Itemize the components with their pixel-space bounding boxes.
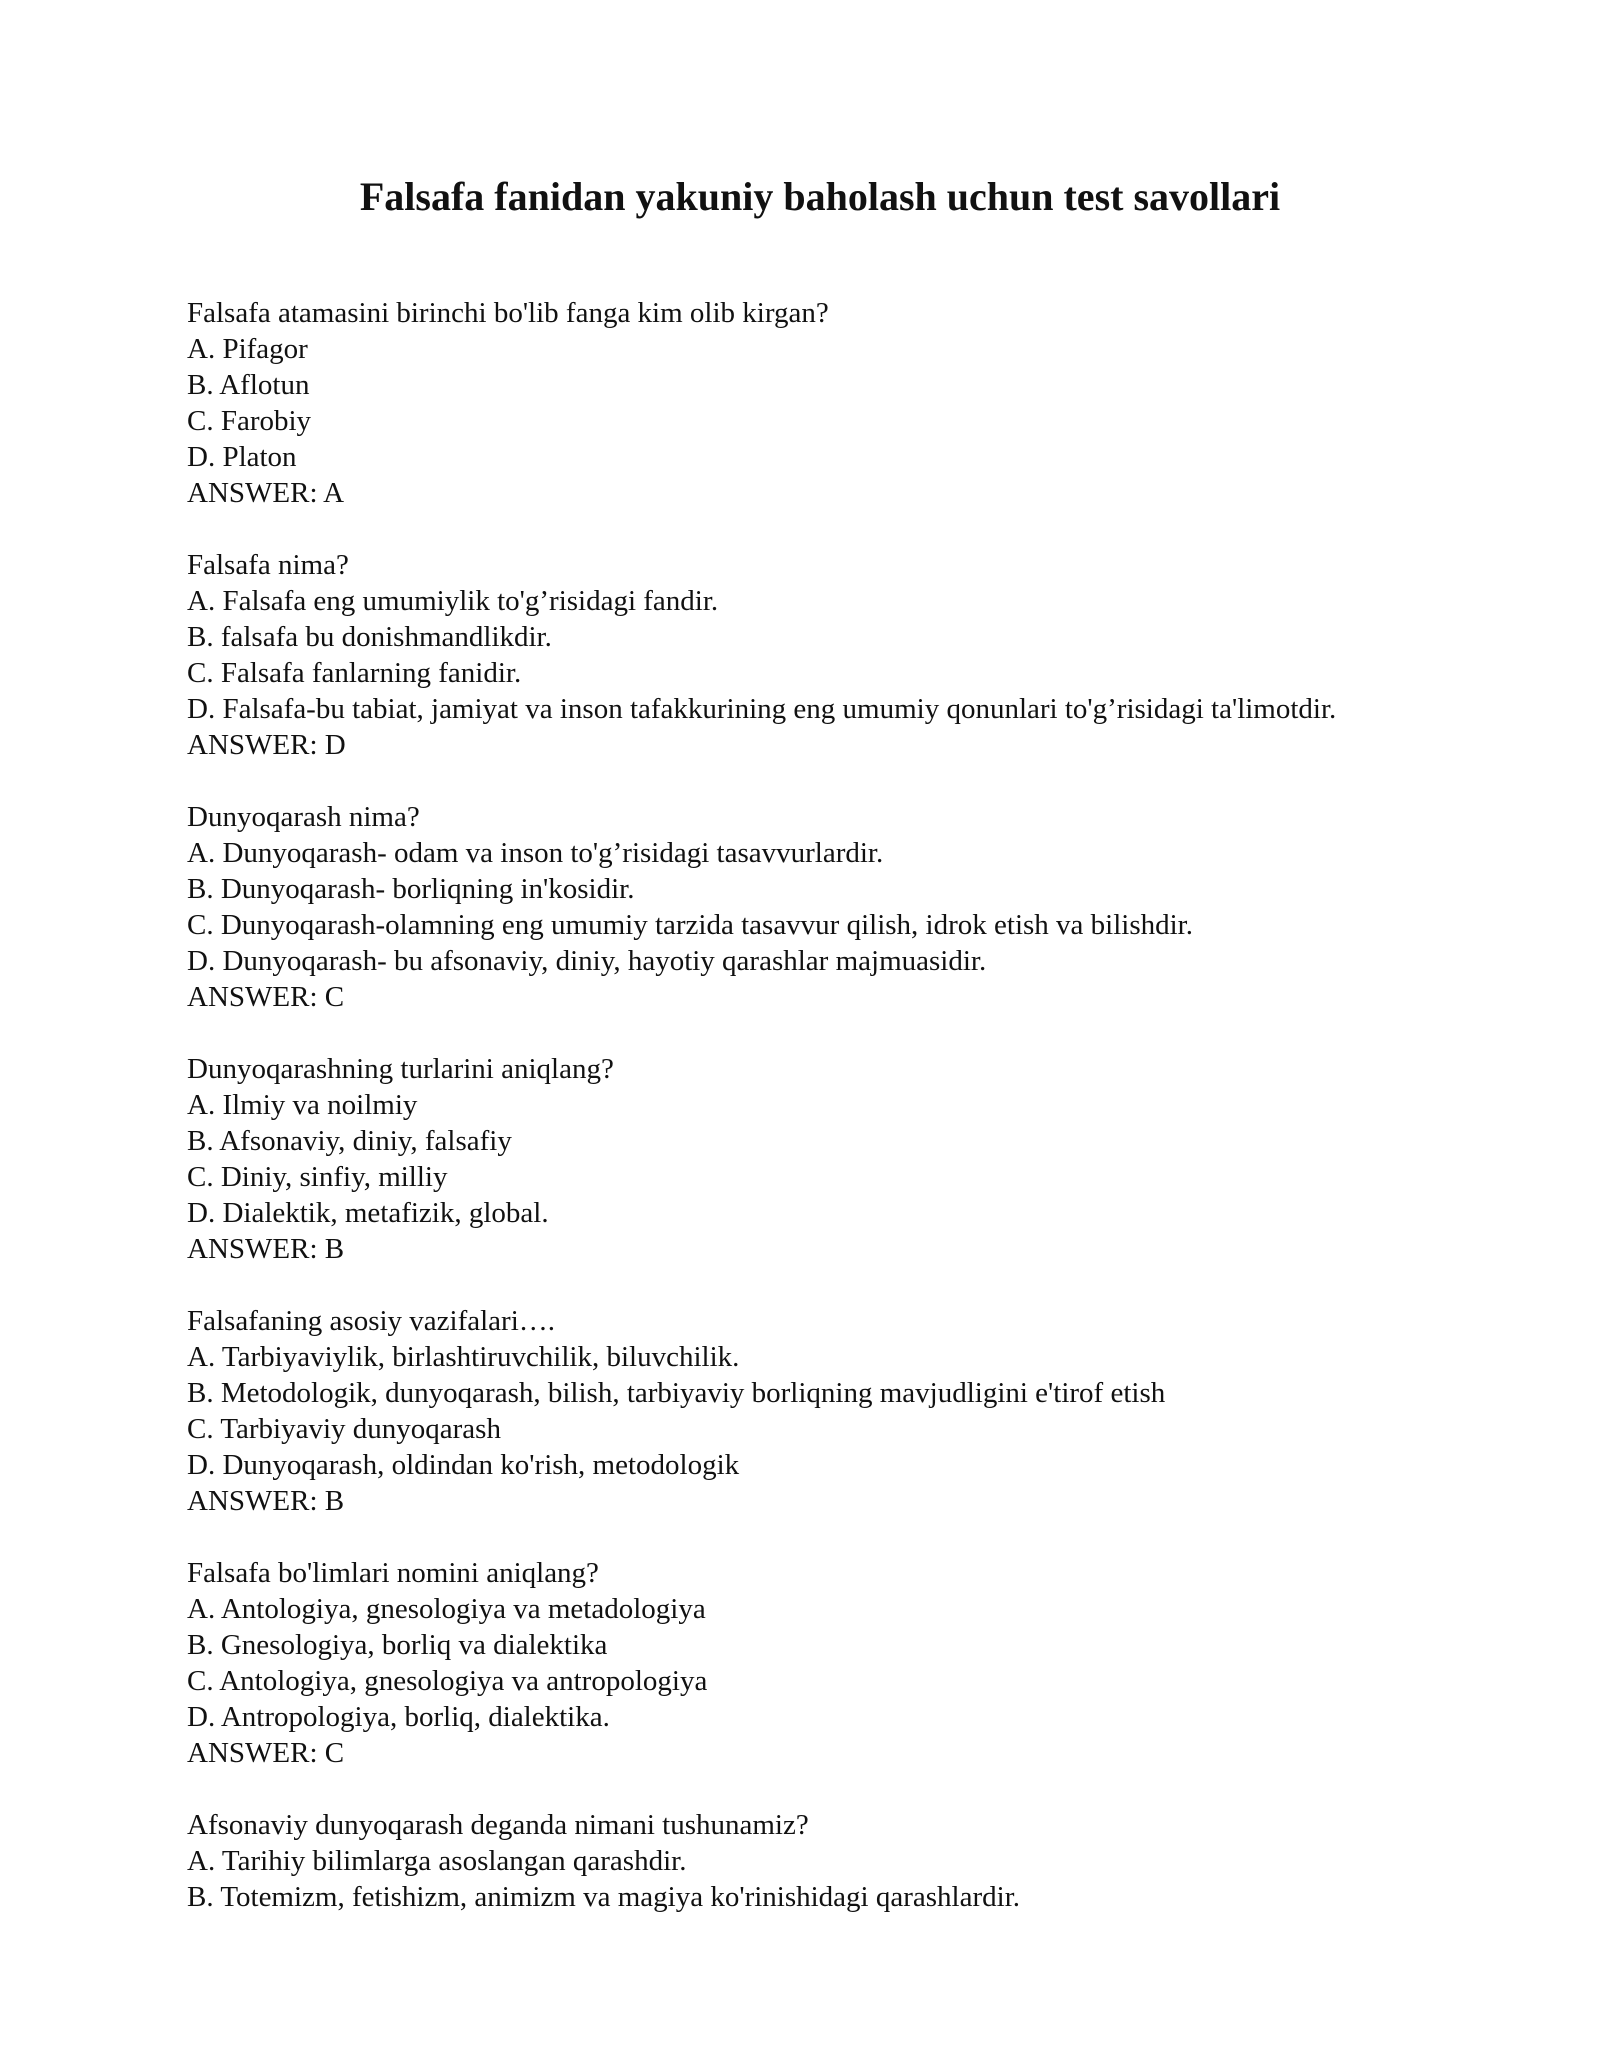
- option-b: B. Aflotun: [187, 369, 310, 401]
- question-text: Falsafa bo'limlari nomini aniqlang?: [187, 1557, 599, 1589]
- question-text: Falsafa nima?: [187, 549, 349, 581]
- option-b: B. Totemizm, fetishizm, animizm va magiya ko'rinishidagi qarashlardir.: [187, 1881, 1020, 1913]
- option-c: C. Falsafa fanlarning fanidir.: [187, 657, 522, 689]
- option-a: A. Tarihiy bilimlarga asoslangan qarashdir.: [187, 1845, 687, 1877]
- question-list: [187, 295, 1517, 1951]
- question-text: Afsonaviy dunyoqarash deganda nimani tushunamiz?: [187, 1809, 809, 1841]
- question-text: Falsafaning asosiy vazifalari….: [187, 1305, 556, 1337]
- option-d: D. Platon: [187, 441, 297, 473]
- option-c: C. Diniy, sinfiy, milliy: [187, 1161, 448, 1193]
- question-block: [187, 1303, 1517, 1519]
- answer-line: ANSWER: B: [187, 1485, 345, 1517]
- option-b: B. Afsonaviy, diniy, falsafiy: [187, 1125, 512, 1157]
- question-text: Dunyoqarashning turlarini aniqlang?: [187, 1053, 614, 1085]
- question-text: Dunyoqarash nima?: [187, 801, 420, 833]
- question-block: [187, 1051, 1517, 1267]
- option-d: D. Falsafa-bu tabiat, jamiyat va inson tafakkurining eng umumiy qonunlari to'g’risidagi ta'limotdir.: [187, 693, 1337, 725]
- answer-line: ANSWER: C: [187, 1737, 345, 1769]
- option-d: D. Dunyoqarash- bu afsonaviy, diniy, hayotiy qarashlar majmuasidir.: [187, 945, 987, 977]
- option-c: C. Dunyoqarash-olamning eng umumiy tarzida tasavvur qilish, idrok etish va bilishdir.: [187, 909, 1193, 941]
- question-block: [187, 295, 1517, 511]
- question-text: Falsafa atamasini birinchi bo'lib fanga kim olib kirgan?: [187, 297, 829, 329]
- option-d: D. Antropologiya, borliq, dialektika.: [187, 1701, 610, 1733]
- answer-line: ANSWER: D: [187, 729, 346, 761]
- option-b: B. Metodologik, dunyoqarash, bilish, tarbiyaviy borliqning mavjudligini e'tirof etish: [187, 1377, 1166, 1409]
- option-a: A. Falsafa eng umumiylik to'g’risidagi fandir.: [187, 585, 719, 617]
- option-a: A. Dunyoqarash- odam va inson to'g’risidagi tasavvurlardir.: [187, 837, 884, 869]
- answer-line: ANSWER: B: [187, 1233, 345, 1265]
- option-c: C. Antologiya, gnesologiya va antropologiya: [187, 1665, 708, 1697]
- option-b: B. Gnesologiya, borliq va dialektika: [187, 1629, 608, 1661]
- option-a: A. Ilmiy va noilmiy: [187, 1089, 418, 1121]
- option-a: A. Pifagor: [187, 333, 308, 365]
- option-d: D. Dunyoqarash, oldindan ko'rish, metodologik: [187, 1449, 740, 1481]
- option-a: A. Antologiya, gnesologiya va metadologiya: [187, 1593, 706, 1625]
- option-a: A. Tarbiyaviylik, birlashtiruvchilik, biluvchilik.: [187, 1341, 740, 1373]
- option-c: C. Farobiy: [187, 405, 312, 437]
- option-b: B. falsafa bu donishmandlikdir.: [187, 621, 552, 653]
- answer-line: ANSWER: C: [187, 981, 345, 1013]
- option-b: B. Dunyoqarash- borliqning in'kosidir.: [187, 873, 635, 905]
- question-block: [187, 1807, 1517, 1915]
- answer-line: ANSWER: A: [187, 477, 345, 509]
- question-block: [187, 1555, 1517, 1771]
- option-d: D. Dialektik, metafizik, global.: [187, 1197, 549, 1229]
- question-block: [187, 799, 1517, 1015]
- page-title: Falsafa fanidan yakuniy baholash uchun test savollari: [359, 174, 1281, 219]
- option-c: C. Tarbiyaviy dunyoqarash: [187, 1413, 501, 1445]
- question-block: [187, 547, 1517, 763]
